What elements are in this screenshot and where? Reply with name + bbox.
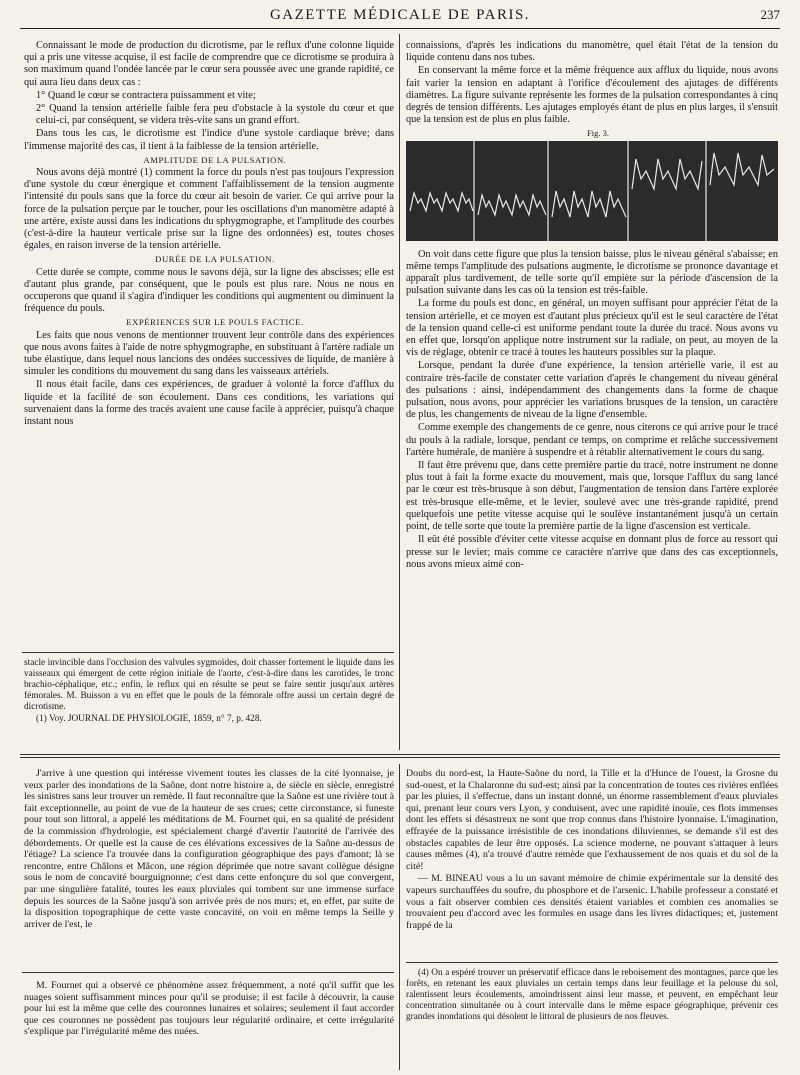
figure-label: Fig. 3. xyxy=(587,128,609,139)
page-number: 237 xyxy=(760,7,780,22)
paragraph: Il eût été possible d'éviter cette vitesse acquise en donnant plus de force au ressort qui presse sur le levier; mais comme ce caractère n'arrive que dans des cas exceptionnels, nous avons mieux aimé con- xyxy=(406,534,778,570)
paragraph: Lorsque, pendant la durée d'une expérience, la tension artérielle varie, il est au contraire très-facile de constater cette variation d'après le changement du niveau général des pulsations : ainsi, indépendamment des changements dans la forme de chaque pulsation, nous avons, pour apprécier les variations brusques de la tension, un caractère de plus, les changements de niveau de la ligne d'ensemble. xyxy=(406,360,778,421)
paragraph: connaissions, d'après les indications du manomètre, quel était l'état de la tension du liquide contenu dans nos tubes. xyxy=(406,40,778,64)
bottom-right-rule xyxy=(406,962,778,963)
section-divider xyxy=(20,754,780,755)
footnote: (4) On a espéré trouver un préservatif efficace dans le reboisement des montagnes, parce que les forêts, en retenant les eaux pluviales un certain temps dans leur feuillage et la pelouse du sol, ralentissent leurs écoulements, amoindrissent ainsi leur masse, et peuvent, en empêchant leur concentration simultanée ou à court intervalle dans le même espace géographique, prévenir ces grandes inondations qui désolent le littoral de plusieurs de nos fleuves. xyxy=(406,968,778,1023)
footnote: (1) Voy. JOURNAL DE PHYSIOLOGIE, 1859, n° 7, p. 428. xyxy=(36,714,262,725)
right-column xyxy=(406,40,778,752)
paragraph: Nous avons déjà montré (1) comment la force du pouls n'est pas toujours l'expression d'une systole du cœur énergique et comment l'affaiblissement de la tension augmente l'intensité du pouls sans que la force du cœur ait besoin de varier. Ce qui arrive pour la force de la pulsation perçue par le toucher, pour les oscillations d'un manomètre adapté à une artère, existe aussi dans les indications du sphygmographe, et l'amplitude des courbes (c'est-à-dire la hauteur verticale prise sur la ligne des ordonnées) est, toutes choses égales, en raison inverse de la tension artérielle. xyxy=(24,167,394,252)
page-header xyxy=(20,6,780,29)
paragraph: Les faits que nous venons de mentionner trouvent leur contrôle dans des expériences que nous avons faites à l'aide de notre sphygmographe, en substituant à l'artère radiale un tube élastique, dans lequel nous lancions des ondées successives de liquide, de manière à simuler les conditions du mouvement du sang dans les vaisseaux artériels. xyxy=(24,329,394,378)
paragraph: Connaissant le mode de production du dicrotisme, par le reflux d'une colonne liquide qui a pris une vitesse acquise, il est facile de comprendre que ce dicrotisme se produira à son maximum quand l'ondée lancée par le cœur sera poussée avec une grande rapidité, ce qui aura lieu dans deux cas : xyxy=(24,40,394,88)
paragraph: On voit dans cette figure que plus la tension baisse, plus le niveau général s'abaisse; en même temps l'amplitude des pulsations augmente, le dicrotisme se prononce davantage et apparaît plus tardivement, de telle sorte qu'il empiète sur la période d'ascension de la pulsation suivante dans les cas où la tension est très-faible. xyxy=(406,248,778,297)
paragraph: J'arrive à une question qui intéresse vivement toutes les classes de la cité lyonnaise, je veux parler des inondations de la Saône, dont notre histoire a, de siècle en siècle, enregistré les sinistres sans leur trouver un remède. Il faut reconnaître que la Saône est une rivière tout à fait exceptionnelle, au point de vue de la hauteur de ses crues; cette circonstance, si funeste pour tout son littoral, a appelé les méditations de M. Fournet qui, en sa qualité de président de la commission d'hydrologie, est spécialement chargé d'avertir l'autorité de l'arrivée des débordements. Or quelle est la cause de ces élévations excessives de la Saône au-dessus de l'étiage? La science l'a trouvée dans la configuration géographique des pays d'amont; là se rencontre, entre Châlons et Mâcon, une région déprimée que notre savant collègue désigne sous le nom de concavité bourguignonne; c'est dans cette enfonçure du sol que convergent, par une singulière fatalité, toutes les eaux pluviales qui tombent sur une immense surface depuis les sources de la Saône jusqu'à son arrivée près de nos murs; et, en effet, par suite de la disposition topographique de cette vaste concavité, on voit en même temps la Seille y arriver de l'est, le xyxy=(24,768,394,930)
column-divider xyxy=(399,34,400,750)
bottom-right-column xyxy=(406,768,778,960)
paragraph: Dans tous les cas, le dicrotisme est l'indice d'une systole cardiaque brève; dans l'immense majorité des cas, il tient à la faiblesse de la tension artérielle. xyxy=(24,128,394,152)
paragraph: — M. BINEAU vous a lu un savant mémoire de chimie expérimentale sur la densité des vapeurs surchauffées du soufre, du phosphore et de l'arsenic. L'habile professeur a constaté et vous a fait observer combien ces densités étaient variables et combien ces anomalies se trouvaient peu d'accord avec les formules en usage dans les livres didactiques; et, justement frappé de la xyxy=(406,873,778,931)
paragraph: Doubs du nord-est, la Haute-Saône du nord, la Tille et la d'Hunce de l'ouest, la Grosne du sud-ouest, et la Chalaronne du sud-est; ainsi par la concentration de toutes ces rivières enflées par les pluies, il s'effectue, dans un instant donné, un énorme rassemblement d'eaux pluviales qui, prenant leur cours vers Lyon, y conduisent, avec une rapidité inouïe, ces flots immenses dont les effets si désastreux ne sont que trop connus dans l'histoire lyonnaise. L'imagination, effrayée de la puissance irrésistible de ces inondations diluviennes, se demande s'il est des obstacles capables de leur être opposés. La science moderne, ne pouvant s'attaquer à leurs causes mêmes (4), n'a trouvé d'autre remède que l'exhaussement de nos quais et du sol de la cité! xyxy=(406,768,778,872)
bottom-left-column xyxy=(24,768,394,968)
paragraph: Il nous était facile, dans ces expériences, de graduer à volonté la force d'afflux du liquide et la facilité de son écoulement. Dans ces conditions, les variations qui survenaient dans la forme des tracés avaient une cause facile à apprécier, puisqu'à chaque instant nous xyxy=(24,379,394,428)
section-heading: EXPÉRIENCES SUR LE POULS FACTICE. xyxy=(126,317,304,328)
list-item: 2° Quand la tension artérielle faible fera peu d'obstacle à la systole du cœur et que celui-ci, par conséquent, se videra très-vite sans un grand effort. xyxy=(36,103,394,127)
left-footnotes xyxy=(24,658,394,752)
bottom-right-footnote xyxy=(406,968,778,1070)
journal-title: GAZETTE MÉDICALE DE PARIS. xyxy=(269,7,531,23)
paragraph: Cette durée se compte, comme nous le savons déjà, sur la ligne des abscisses; elle est d'autant plus grande, par conséquent, que le pouls est plus rare. Nous ne nous en occuperons que quand il s'agira d'indiquer les conditions qui augmentent ou diminuent la fréquence du pouls. xyxy=(24,266,394,315)
footnote-rule xyxy=(22,652,394,653)
pulse-tracing-figure xyxy=(406,141,778,241)
paragraph: Il faut être prévenu que, dans cette première partie du tracé, notre instrument ne donne plus tout à fait la forme exacte du mouvement, mais que, lorsque l'afflux du sang lancé par le cœur est très-brusque à son début, l'augmentation de tension dans l'artère explorée est très-brusque elle-même, et le levier, soulevé avec une très-grande rapidité, prend quelquefois une petite vitesse acquise qui le soulève instantanément jusqu'à un certain point, de telle sorte que toute la première partie de la ligne d'ascension est verticale. xyxy=(406,460,778,533)
bottom-left-rule xyxy=(22,972,394,973)
bottom-left-column-2 xyxy=(24,980,394,1070)
paragraph: En conservant la même force et la même fréquence aux afflux du liquide, nous avons fait varier la tension en adaptant à l'orifice d'écoulement des ajutages de différents diamètres. La figure suivante représente les formes de la pulsation correspondantes à cinq degrés de tension différents. Les ajutages employés étant de plus en plus larges, il s'ensuit que la tension est de plus en plus faible. xyxy=(406,65,778,126)
section-heading: DURÉE DE LA PULSATION. xyxy=(155,254,275,265)
section-divider-2 xyxy=(20,757,780,758)
paragraph: La forme du pouls est donc, en général, un moyen suffisant pour apprécier l'état de la tension artérielle, et ce moyen est d'autant plus précieux qu'il est le seul caractère de l'état de la tension quand celle-ci est uniforme pendant toute la durée du tracé. Nous avons vu en effet que, lorsqu'on applique notre instrument sur la radiale, on peut, au moyen de la vis de réglage, obtenir ce tracé à toutes les hauteurs possibles sur la plaque. xyxy=(406,298,778,359)
paragraph: M. Fournet qui a observé ce phénomène assez fréquemment, a noté qu'il suffit que les nuages soient suffisamment minces pour qu'il se produise; il est facile à découvrir, la cause pour lui est la même que celle des couronnes lunaires et solaires; seulement il faut accorder que ces couronnes ne possèdent pas toujours leur régularité ordinaire, et cette irrégularité s'explique par l'irrégularité même des nuées. xyxy=(24,980,394,1038)
list-item: 1° Quand le cœur se contractera puissamment et vite; xyxy=(36,89,256,101)
paragraph: Comme exemple des changements de ce genre, nous citerons ce qui arrive pour le tracé du pouls à la radiale, lorsque, pendant ce temps, on comprime et relâche successivement l'artère humérale, de manière à suspendre et à rétablir alternativement le cours du sang. xyxy=(406,422,778,458)
bottom-column-divider xyxy=(399,764,400,1070)
left-column xyxy=(24,40,394,650)
footnote-continuation: stacle invincible dans l'occlusion des valvules sygmoïdes, doit chasser fortement le liquide dans les vaisseaux qui émergent de cette région initiale de l'aorte, c'est-à-dire dans les carotides, le tronc brachio-céphalique, etc.; enfin, le reflux qui en résulte se peut se faire sentir jusqu'aux artères fémorales. M. Buisson a vu en effet que le pouls de la fémorale offre aussi un certain degré de dicrotisme. xyxy=(24,658,394,713)
section-heading: AMPLITUDE DE LA PULSATION. xyxy=(143,154,287,165)
